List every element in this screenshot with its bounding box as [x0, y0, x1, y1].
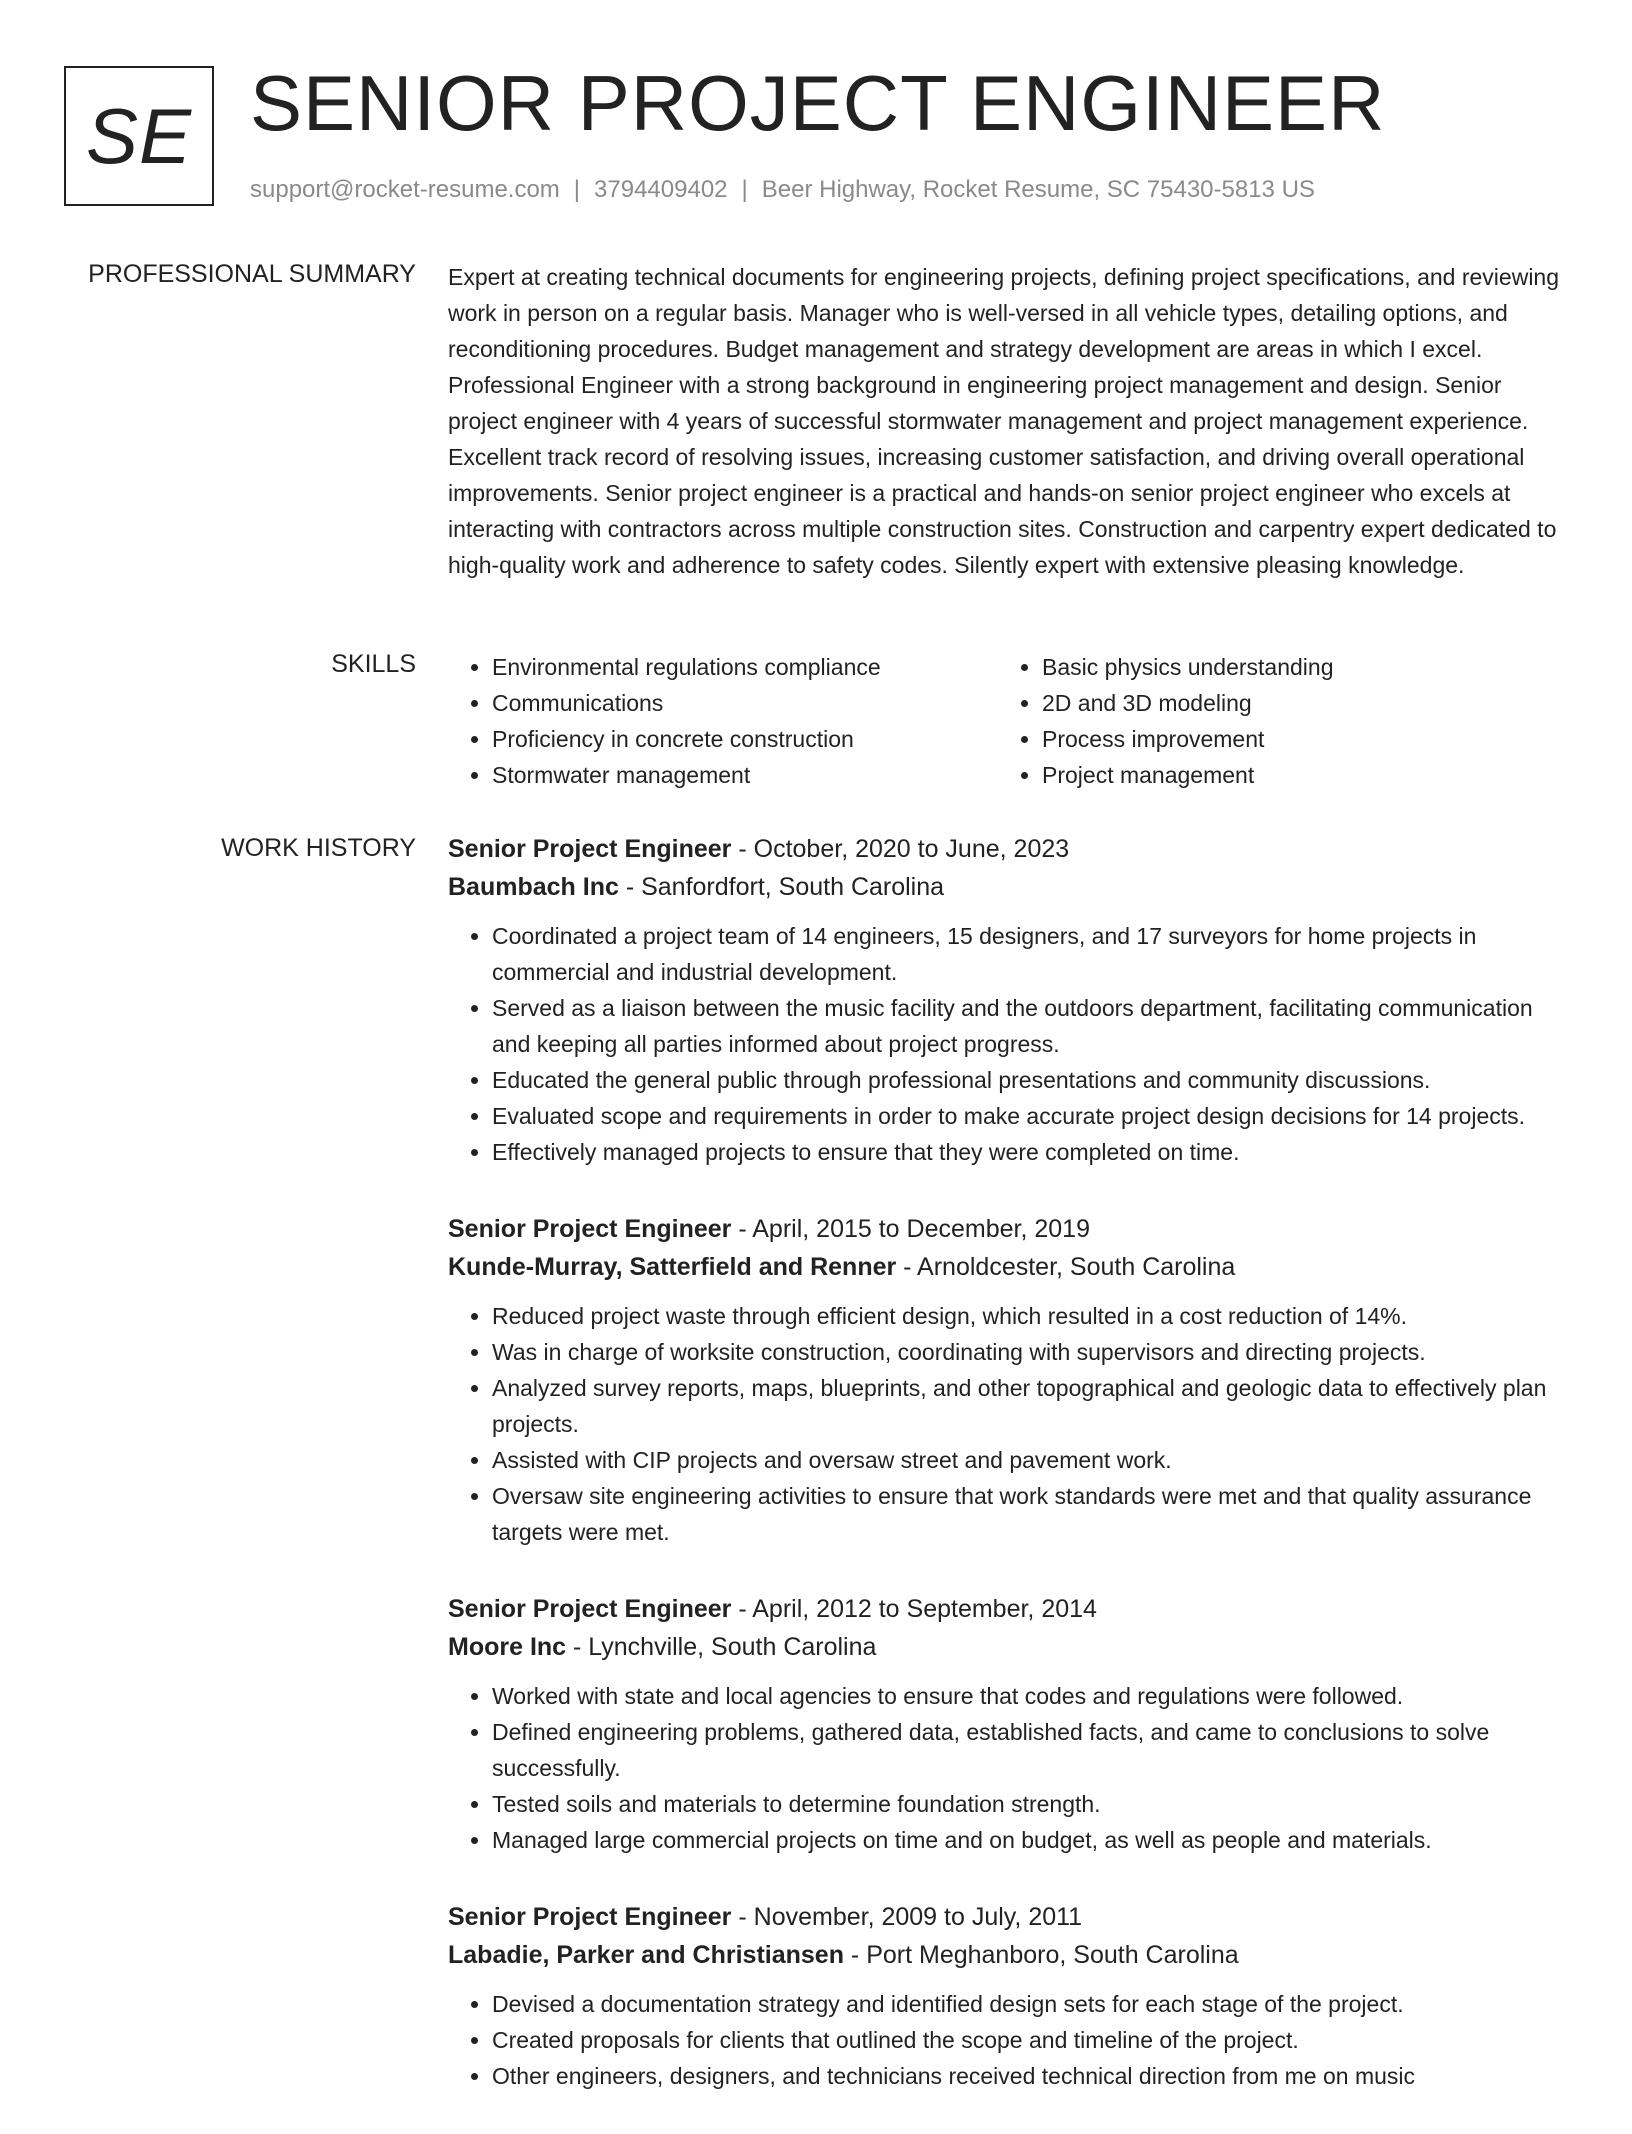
job-dates: - April, 2012 to September, 2014: [731, 1595, 1097, 1623]
job-title: Senior Project Engineer: [448, 1215, 732, 1243]
job-location: - Port Meghanboro, South Carolina: [843, 1941, 1239, 1969]
job-title: Senior Project Engineer: [448, 1595, 732, 1623]
job-company: Kunde-Murray, Satterfield and Renner: [448, 1253, 897, 1281]
job-bullets: [448, 1298, 1566, 1550]
job-location: - Arnoldcester, South Carolina: [896, 1253, 1236, 1281]
skills-grid: [448, 649, 1566, 793]
contact-address: Beer Highway, Rocket Resume, SC 75430-5813 US: [761, 176, 1315, 203]
job-title-line: [448, 1590, 1566, 1628]
job-title: Senior Project Engineer: [448, 1903, 732, 1931]
job-company: Labadie, Parker and Christiansen: [448, 1941, 844, 1969]
resume-title: SENIOR PROJECT ENGINEER: [250, 59, 1386, 147]
job-bullet: • Evaluated scope and requirements in order to make accurate project design decisions for 14 projects.: [492, 1098, 1566, 1134]
job-title: Senior Project Engineer: [448, 835, 732, 863]
job-dates: - April, 2015 to December, 2019: [731, 1215, 1090, 1243]
job-bullet: • Educated the general public through professional presentations and community discussions.: [492, 1062, 1566, 1098]
job-company-line: [448, 1248, 1566, 1286]
job-bullet: • Analyzed survey reports, maps, blueprints, and other topographical and geologic data to effectively plan projects.: [492, 1370, 1566, 1442]
monogram-text: SE: [85, 91, 193, 180]
skill-item: • Proficiency in concrete construction: [492, 721, 998, 757]
job-bullet: • Served as a liaison between the music facility and the outdoors department, facilitating communication and keeping all parties informed about project progress.: [492, 990, 1566, 1062]
contact-line: [250, 176, 1315, 204]
work-history-section: [448, 830, 1566, 2134]
job-dates: - October, 2020 to June, 2023: [731, 835, 1070, 863]
job-company: Baumbach Inc: [448, 873, 619, 901]
contact-separator: |: [573, 176, 581, 203]
job-bullet: • Coordinated a project team of 14 engineers, 15 designers, and 17 surveyors for home projects in commercial and industrial development.: [492, 918, 1566, 990]
skill-item: • 2D and 3D modeling: [1042, 685, 1548, 721]
skill-item: • Process improvement: [1042, 721, 1548, 757]
job-entry: [448, 1210, 1566, 1550]
job-title-line: [448, 1210, 1566, 1248]
job-bullet: • Reduced project waste through efficient design, which resulted in a cost reduction of 14%.: [492, 1298, 1566, 1334]
skills-heading: SKILLS: [331, 650, 416, 678]
job-bullet: • Managed large commercial projects on time and on budget, as well as people and materials.: [492, 1822, 1566, 1858]
job-entry: [448, 830, 1566, 1170]
job-bullets: [448, 1986, 1566, 2094]
job-location: - Sanfordfort, South Carolina: [618, 873, 945, 901]
job-bullet: • Assisted with CIP projects and oversaw street and pavement work.: [492, 1442, 1566, 1478]
job-entry: [448, 1590, 1566, 1858]
job-bullet: • Created proposals for clients that outlined the scope and timeline of the project.: [492, 2022, 1566, 2058]
job-bullet: • Devised a documentation strategy and identified design sets for each stage of the project.: [492, 1986, 1566, 2022]
contact-separator: |: [741, 176, 748, 203]
skill-item: • Communications: [492, 685, 998, 721]
job-bullet: • Other engineers, designers, and technicians received technical direction from me on music: [492, 2058, 1566, 2094]
job-company: Moore Inc: [448, 1633, 567, 1661]
job-bullet: • Defined engineering problems, gathered data, established facts, and came to conclusions to solve successfully.: [492, 1714, 1566, 1786]
contact-email: support@rocket-resume.com: [250, 176, 560, 203]
summary-section: [448, 259, 1566, 583]
skills-list-right: [998, 649, 1548, 793]
summary-text: Expert at creating technical documents for engineering projects, defining project specifications, and reviewing work in person on a regular basis. Manager who is well-versed in all vehicle types, detailing options, and reconditioning procedures. Budget management and strategy development are areas in which I excel. Professional Engineer with a strong background in engineering project management and design. Senior project engineer with 4 years of successful stormwater management and project management experience. Excellent track record of resolving issues, increasing customer satisfaction, and driving overall operational improvements. Senior project engineer is a practical and hands-on senior project engineer who excels at interacting with contractors across multiple construction sites. Construction and carpentry expert dedicated to high-quality work and adherence to safety codes. Silently expert with extensive pleasing knowledge.: [448, 264, 1560, 578]
job-title-line: [448, 1898, 1566, 1936]
skill-item: • Stormwater management: [492, 757, 998, 793]
skill-item: • Environmental regulations compliance: [492, 649, 998, 685]
job-bullet: • Was in charge of worksite construction, coordinating with supervisors and directing projects.: [492, 1334, 1566, 1370]
job-bullet: • Worked with state and local agencies to ensure that codes and regulations were followed.: [492, 1678, 1566, 1714]
skill-item: • Basic physics understanding: [1042, 649, 1548, 685]
job-dates: - November, 2009 to July, 2011: [731, 1903, 1083, 1931]
job-bullet: • Oversaw site engineering activities to ensure that work standards were met and that quality assurance targets were met.: [492, 1478, 1566, 1550]
job-company-line: [448, 1628, 1566, 1666]
job-bullet: • Effectively managed projects to ensure that they were completed on time.: [492, 1134, 1566, 1170]
contact-phone: 3794409402: [594, 176, 728, 203]
job-title-line: [448, 830, 1566, 868]
job-location: - Lynchville, South Carolina: [566, 1633, 877, 1661]
skills-section: [448, 649, 1566, 793]
job-bullets: [448, 918, 1566, 1170]
work-history-heading: WORK HISTORY: [221, 834, 416, 862]
job-company-line: [448, 1936, 1566, 1974]
job-bullet: • Tested soils and materials to determine foundation strength.: [492, 1786, 1566, 1822]
skill-item: • Project management: [1042, 757, 1548, 793]
monogram-badge: [64, 66, 214, 206]
job-bullets: [448, 1678, 1566, 1858]
job-company-line: [448, 868, 1566, 906]
skills-list-left: [448, 649, 998, 793]
job-entry: [448, 1898, 1566, 2094]
summary-heading: PROFESSIONAL SUMMARY: [88, 260, 416, 288]
